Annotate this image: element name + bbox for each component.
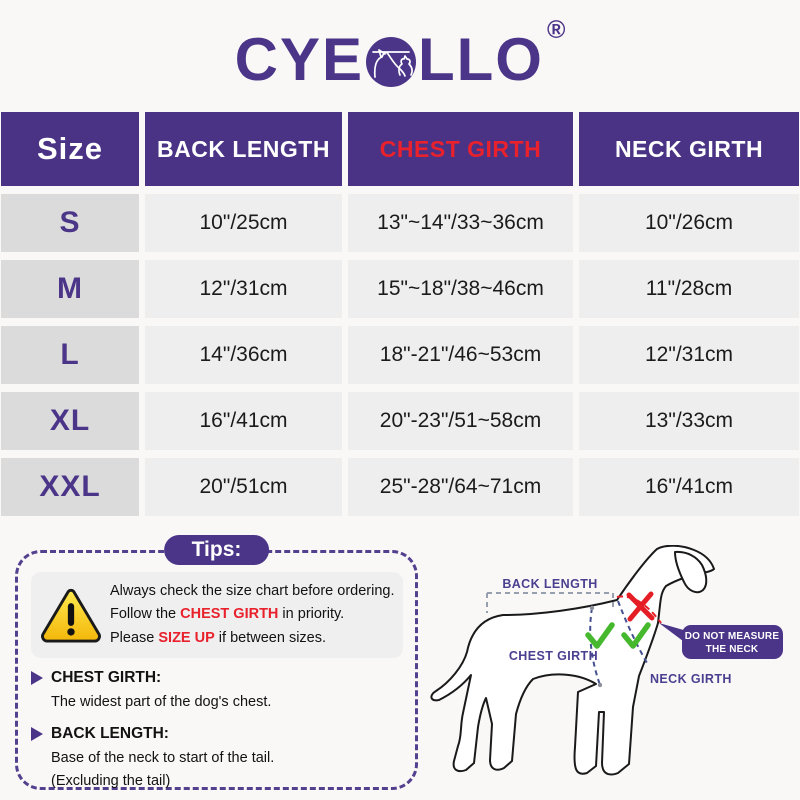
row-xxl-neck-girth: 16"/41cm [579, 458, 799, 516]
row-m-chest-girth: 15"~18"/38~46cm [348, 260, 573, 318]
tips-box [15, 538, 418, 790]
row-xxl-chest-girth: 25"-28"/64~71cm [348, 458, 573, 516]
row-xl-size: XL [1, 392, 139, 450]
brand-logo-right: LLO [417, 26, 544, 93]
back-length-definition: Base of the neck to start of the tail. (Excluding the tail) [51, 750, 275, 789]
tips-title-badge: Tips: [164, 535, 270, 565]
col-header-size: Size [1, 112, 139, 186]
back-length-diagram-label: BACK LENGTH [502, 577, 598, 591]
back-length-term: BACK LENGTH: [31, 725, 411, 743]
chest-girth-emphasis: CHEST GIRTH [180, 606, 279, 623]
row-s-size: S [1, 194, 139, 252]
chest-girth-term: CHEST GIRTH: [31, 669, 411, 687]
row-s-neck-girth: 10"/26cm [579, 194, 799, 252]
registered-trademark-symbol: ® [546, 16, 566, 44]
warning-line-3: Please SIZE UP if between sizes. [110, 629, 327, 646]
col-header-chest-girth: CHEST GIRTH [348, 112, 573, 186]
brand-logo-left: CYE [234, 26, 364, 93]
col-header-back-length: BACK LENGTH [145, 112, 342, 186]
row-s-back-length: 10"/25cm [145, 194, 342, 252]
row-xl-back-length: 16"/41cm [145, 392, 342, 450]
brand-logo [0, 14, 800, 106]
do-not-measure-bubble [659, 623, 783, 659]
row-m-neck-girth: 11"/28cm [579, 260, 799, 318]
warning-text [110, 580, 395, 650]
dog-measurement-diagram [425, 545, 795, 795]
warning-triangle-icon [40, 587, 102, 643]
row-s-chest-girth: 13"~14"/33~36cm [348, 194, 573, 252]
row-m-back-length: 12"/31cm [145, 260, 342, 318]
row-m-size: M [1, 260, 139, 318]
size-up-emphasis: SIZE UP [158, 629, 215, 646]
row-xxl-size: XXL [1, 458, 139, 516]
size-table [1, 112, 799, 516]
col-header-neck-girth: NECK GIRTH [579, 112, 799, 186]
row-l-size: L [1, 326, 139, 384]
neck-girth-diagram-label: NECK GIRTH [650, 672, 732, 686]
warning-line-1: Always check the size chart before ordering. [110, 582, 395, 599]
warning-line-2: Follow the CHEST GIRTH in priority. [110, 606, 345, 623]
triangle-bullet-icon [31, 727, 43, 741]
measure-point [598, 683, 602, 687]
definitions [31, 657, 411, 792]
row-l-neck-girth: 12"/31cm [579, 326, 799, 384]
row-l-back-length: 14"/36cm [145, 326, 342, 384]
measure-point [590, 606, 594, 610]
triangle-bullet-icon [31, 671, 43, 685]
warning-card [31, 572, 403, 658]
row-xl-neck-girth: 13"/33cm [579, 392, 799, 450]
dog-cat-logo-icon [366, 37, 416, 87]
bubble-line-1: DO NOT MEASURE [684, 631, 780, 642]
chest-girth-definition: The widest part of the dog's chest. [51, 694, 272, 710]
row-l-chest-girth: 18"-21"/46~53cm [348, 326, 573, 384]
row-xl-chest-girth: 20"-23"/51~58cm [348, 392, 573, 450]
chest-girth-diagram-label: CHEST GIRTH [508, 649, 598, 663]
row-xxl-back-length: 20"/51cm [145, 458, 342, 516]
bubble-line-2: THE NECK [705, 644, 759, 655]
